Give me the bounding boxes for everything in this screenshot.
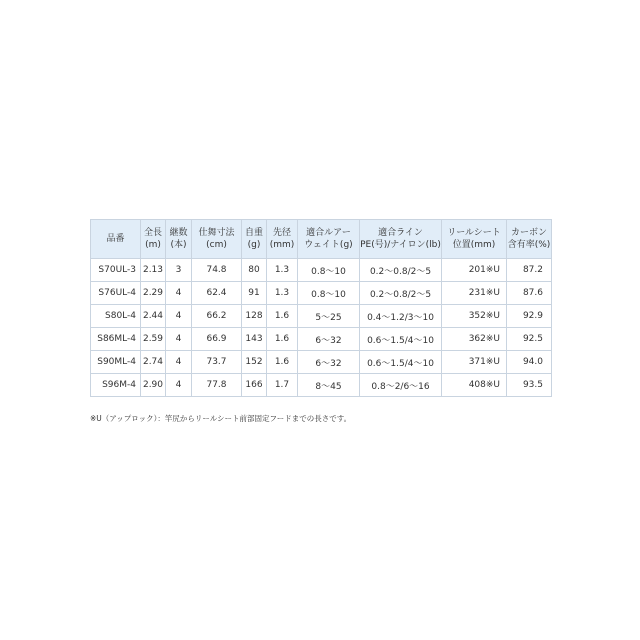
cell-line: 0.2～0.8/2～5 [360, 259, 442, 282]
cell-weight: 128 [242, 305, 267, 328]
cell-pieces: 4 [166, 305, 192, 328]
cell-tip-diameter: 1.3 [267, 282, 298, 305]
header-closed-length: 仕舞寸法 (cm) [192, 220, 242, 259]
cell-carbon: 87.6 [507, 282, 552, 305]
cell-lure-weight: 0.8～10 [298, 282, 360, 305]
header-tip-diameter: 先径 (mm) [267, 220, 298, 259]
cell-lure-weight: 8～45 [298, 374, 360, 397]
cell-weight: 152 [242, 351, 267, 374]
cell-model: S80L-4 [91, 305, 141, 328]
cell-length: 2.90 [141, 374, 166, 397]
cell-tip-diameter: 1.6 [267, 351, 298, 374]
cell-carbon: 87.2 [507, 259, 552, 282]
table-row [91, 282, 552, 305]
cell-closed-length: 74.8 [192, 259, 242, 282]
table-row [91, 305, 552, 328]
cell-carbon: 92.9 [507, 305, 552, 328]
cell-lure-weight: 6～32 [298, 351, 360, 374]
spec-table [90, 219, 552, 397]
cell-carbon: 93.5 [507, 374, 552, 397]
cell-line: 0.8～2/6～16 [360, 374, 442, 397]
cell-reel-seat: 231※U [442, 282, 507, 305]
cell-weight: 143 [242, 328, 267, 351]
cell-pieces: 4 [166, 282, 192, 305]
cell-lure-weight: 0.8～10 [298, 259, 360, 282]
cell-reel-seat: 201※U [442, 259, 507, 282]
cell-tip-diameter: 1.3 [267, 259, 298, 282]
cell-pieces: 4 [166, 328, 192, 351]
header-pieces: 継数 (本) [166, 220, 192, 259]
cell-line: 0.6～1.5/4～10 [360, 328, 442, 351]
cell-reel-seat: 352※U [442, 305, 507, 328]
cell-carbon: 94.0 [507, 351, 552, 374]
cell-line: 0.6～1.5/4～10 [360, 351, 442, 374]
cell-model: S76UL-4 [91, 282, 141, 305]
cell-closed-length: 66.2 [192, 305, 242, 328]
cell-carbon: 92.5 [507, 328, 552, 351]
cell-weight: 91 [242, 282, 267, 305]
cell-lure-weight: 5～25 [298, 305, 360, 328]
cell-weight: 80 [242, 259, 267, 282]
header-length: 全長 (m) [141, 220, 166, 259]
table-row [91, 374, 552, 397]
cell-length: 2.59 [141, 328, 166, 351]
cell-lure-weight: 6～32 [298, 328, 360, 351]
header-line: 適合ライン PE(号)/ナイロン(lb) [360, 220, 442, 259]
header-model: 品番 [91, 220, 141, 259]
table-row [91, 328, 552, 351]
cell-reel-seat: 408※U [442, 374, 507, 397]
cell-model: S90ML-4 [91, 351, 141, 374]
table-row [91, 259, 552, 282]
cell-closed-length: 66.9 [192, 328, 242, 351]
cell-tip-diameter: 1.6 [267, 328, 298, 351]
header-reel-seat: リールシート 位置(mm) [442, 220, 507, 259]
header-carbon: カーボン 含有率(%) [507, 220, 552, 259]
cell-length: 2.13 [141, 259, 166, 282]
header-row [91, 220, 552, 259]
cell-tip-diameter: 1.7 [267, 374, 298, 397]
header-weight: 自重 (g) [242, 220, 267, 259]
table-row [91, 351, 552, 374]
cell-model: S70UL-3 [91, 259, 141, 282]
footnote: ※U（アップロック）：竿尻からリールシート前部固定フードまでの長さです。 [90, 414, 352, 423]
cell-line: 0.4～1.2/3～10 [360, 305, 442, 328]
cell-closed-length: 62.4 [192, 282, 242, 305]
cell-model: S86ML-4 [91, 328, 141, 351]
cell-length: 2.44 [141, 305, 166, 328]
cell-pieces: 4 [166, 351, 192, 374]
cell-line: 0.2～0.8/2～5 [360, 282, 442, 305]
cell-closed-length: 73.7 [192, 351, 242, 374]
cell-reel-seat: 371※U [442, 351, 507, 374]
cell-closed-length: 77.8 [192, 374, 242, 397]
cell-model: S96M-4 [91, 374, 141, 397]
cell-weight: 166 [242, 374, 267, 397]
cell-length: 2.74 [141, 351, 166, 374]
cell-length: 2.29 [141, 282, 166, 305]
header-lure-weight: 適合ルアー ウェイト(g) [298, 220, 360, 259]
cell-reel-seat: 362※U [442, 328, 507, 351]
cell-pieces: 3 [166, 259, 192, 282]
cell-tip-diameter: 1.6 [267, 305, 298, 328]
cell-pieces: 4 [166, 374, 192, 397]
